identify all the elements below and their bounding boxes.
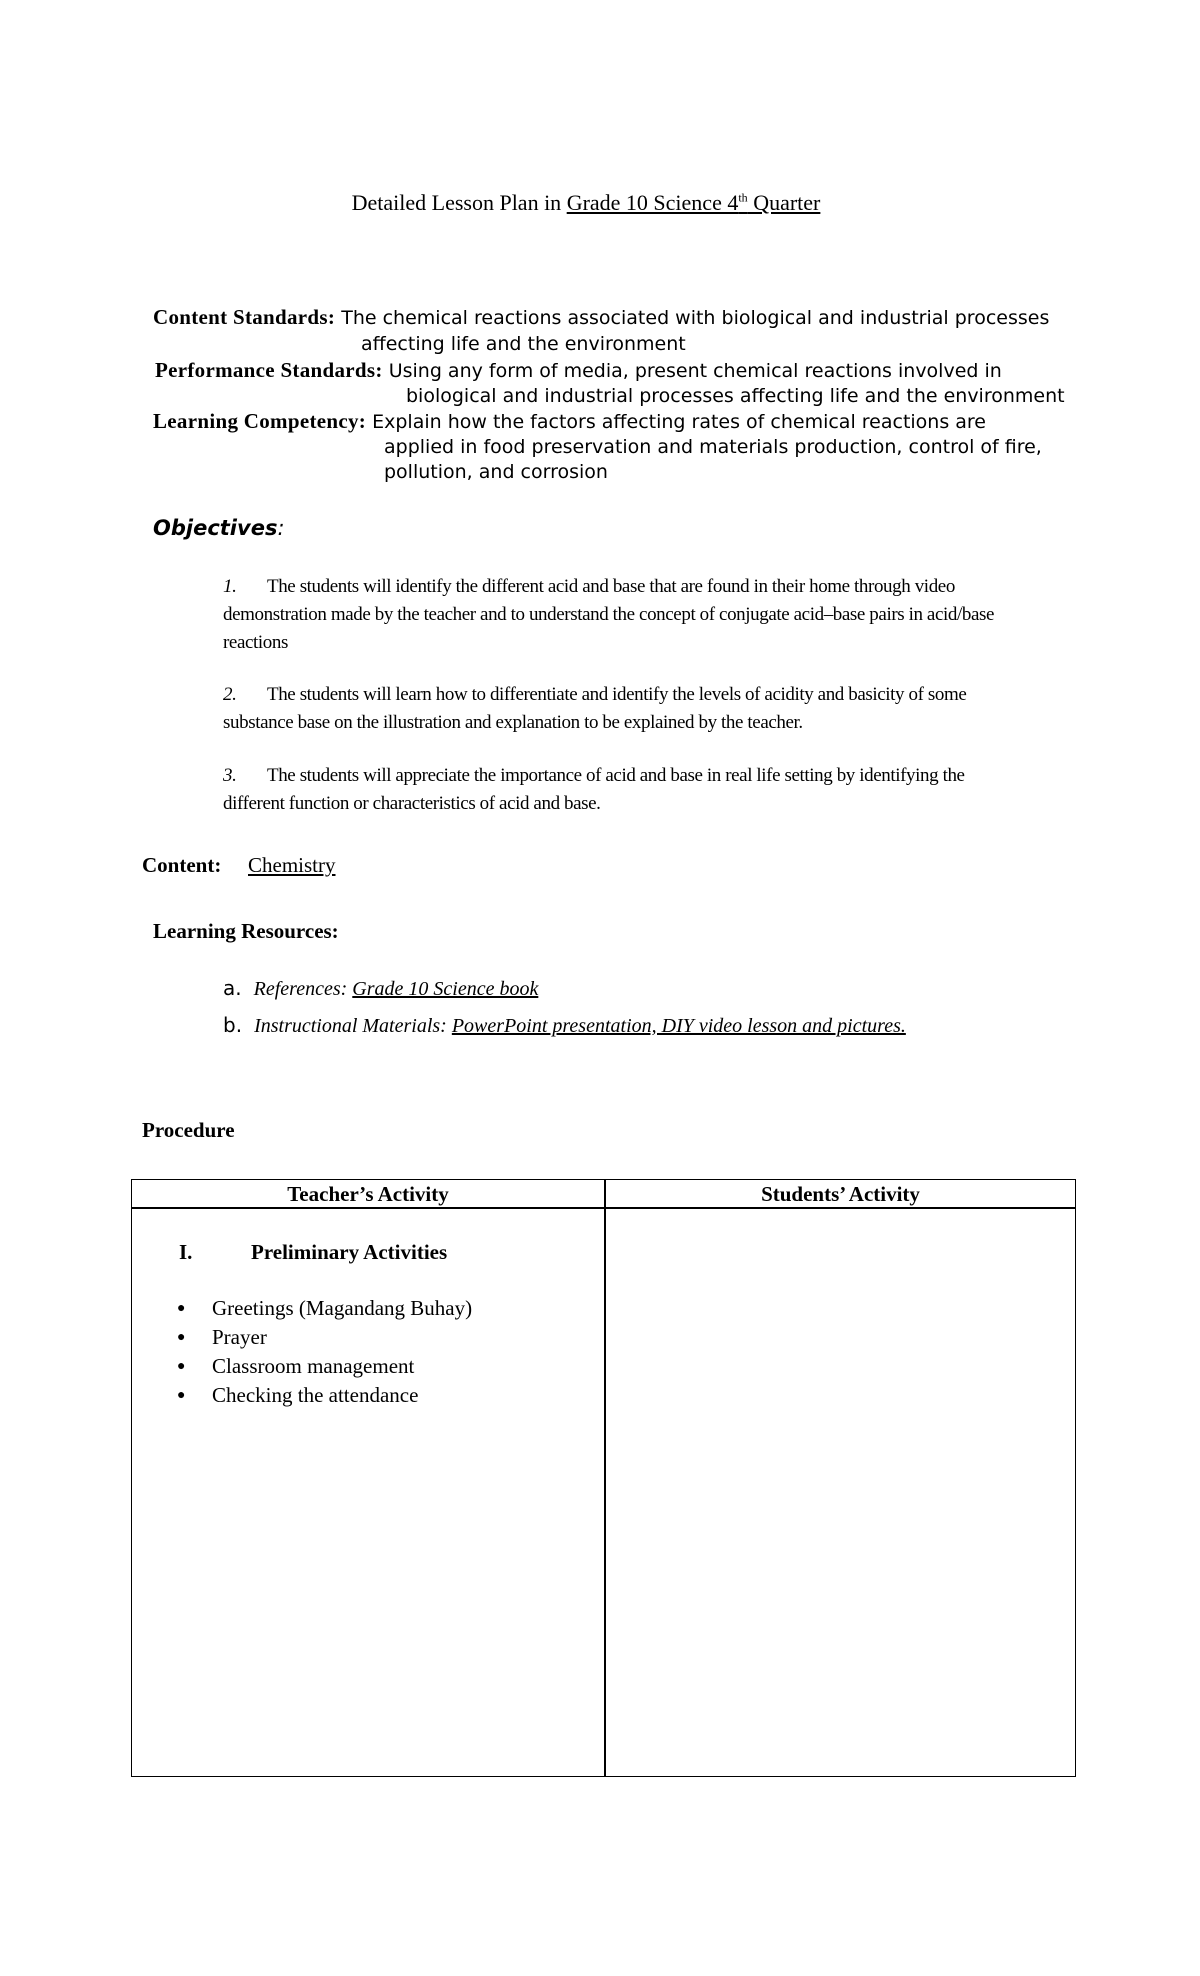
content-value: Chemistry: [248, 853, 336, 877]
content-standards-text: The chemical reactions associated with biological and industrial processes: [341, 307, 1050, 329]
resource-item-materials: [223, 1013, 906, 1038]
objective-number: 3.: [223, 765, 237, 786]
objective-item: [223, 762, 1013, 818]
objective-item: [223, 681, 1013, 737]
list-item: ● Classroom management: [177, 1352, 472, 1381]
performance-standards: [155, 358, 1002, 383]
resource-letter: b.: [223, 1013, 243, 1037]
performance-standards-text: Using any form of media, present chemical reactions involved in: [388, 360, 1002, 382]
performance-standards-label: Performance Standards:: [155, 358, 383, 382]
objectives-heading: Objectives:: [153, 516, 285, 540]
learning-competency-label: Learning Competency:: [153, 409, 367, 433]
bullet-icon: ●: [177, 1359, 186, 1374]
learning-competency-text: Explain how the factors affecting rates of chemical reactions are: [372, 411, 987, 433]
section-title: Preliminary Activities: [251, 1240, 448, 1264]
learning-competency-cont-1: applied in food preservation and materials production, control of fire,: [384, 436, 1042, 458]
objective-number: 1.: [223, 576, 237, 597]
learning-competency: [153, 409, 986, 434]
procedure-heading: Procedure: [142, 1118, 235, 1142]
resource-item-references: [223, 976, 538, 1001]
list-item: ● Prayer: [177, 1323, 472, 1352]
content-standards-label: Content Standards:: [153, 305, 336, 329]
content-standards: [153, 305, 1049, 330]
learning-resources-heading: Learning Resources:: [153, 919, 339, 943]
bullet-icon: ●: [177, 1330, 186, 1345]
content-standards-cont: affecting life and the environment: [361, 333, 686, 355]
objective-text: The students will appreciate the importance of acid and base in real life setting by identifying the different function or characteristics of acid and base.: [223, 765, 965, 814]
table-column-divider: [604, 1180, 606, 1776]
section-number: I.: [179, 1240, 193, 1264]
resource-label: References:: [253, 978, 353, 1000]
resource-letter: a.: [223, 976, 242, 1000]
list-item: ● Greetings (Magandang Buhay): [177, 1294, 472, 1323]
objective-item: [223, 573, 1013, 657]
procedure-table: [131, 1179, 1076, 1777]
bullet-icon: ●: [177, 1301, 186, 1316]
resource-label: Instructional Materials:: [254, 1015, 452, 1037]
column-header-students: Students’ Activity: [761, 1182, 920, 1206]
learning-competency-cont-2: pollution, and corrosion: [384, 461, 608, 483]
preliminary-activities-list: [177, 1294, 472, 1410]
performance-standards-cont: biological and industrial processes affecting life and the environment: [406, 385, 1065, 407]
page-title: Detailed Lesson Plan in Grade 10 Science 4th Quarter: [351, 190, 821, 215]
list-item: ● Checking the attendance: [177, 1381, 472, 1410]
title-subject: Grade 10 Science 4th Quarter: [566, 190, 821, 215]
resource-value: Grade 10 Science book: [352, 978, 539, 1000]
objective-text: The students will identify the different acid and base that are found in their home through video demonstration made by the teacher and to understand the concept of conjugate acid–base pairs in acid/base reactions: [223, 576, 995, 653]
table-header-divider: [132, 1207, 1075, 1209]
column-header-teacher: Teacher’s Activity: [287, 1182, 449, 1206]
resource-value: PowerPoint presentation, DIY video lesson and pictures.: [451, 1015, 906, 1037]
objective-text: The students will learn how to differentiate and identify the levels of acidity and basicity of some substance base on the illustration and explanation to be explained by the teacher.: [223, 684, 967, 733]
bullet-icon: ●: [177, 1388, 186, 1403]
content-label: Content:: [142, 853, 222, 877]
objective-number: 2.: [223, 684, 237, 705]
